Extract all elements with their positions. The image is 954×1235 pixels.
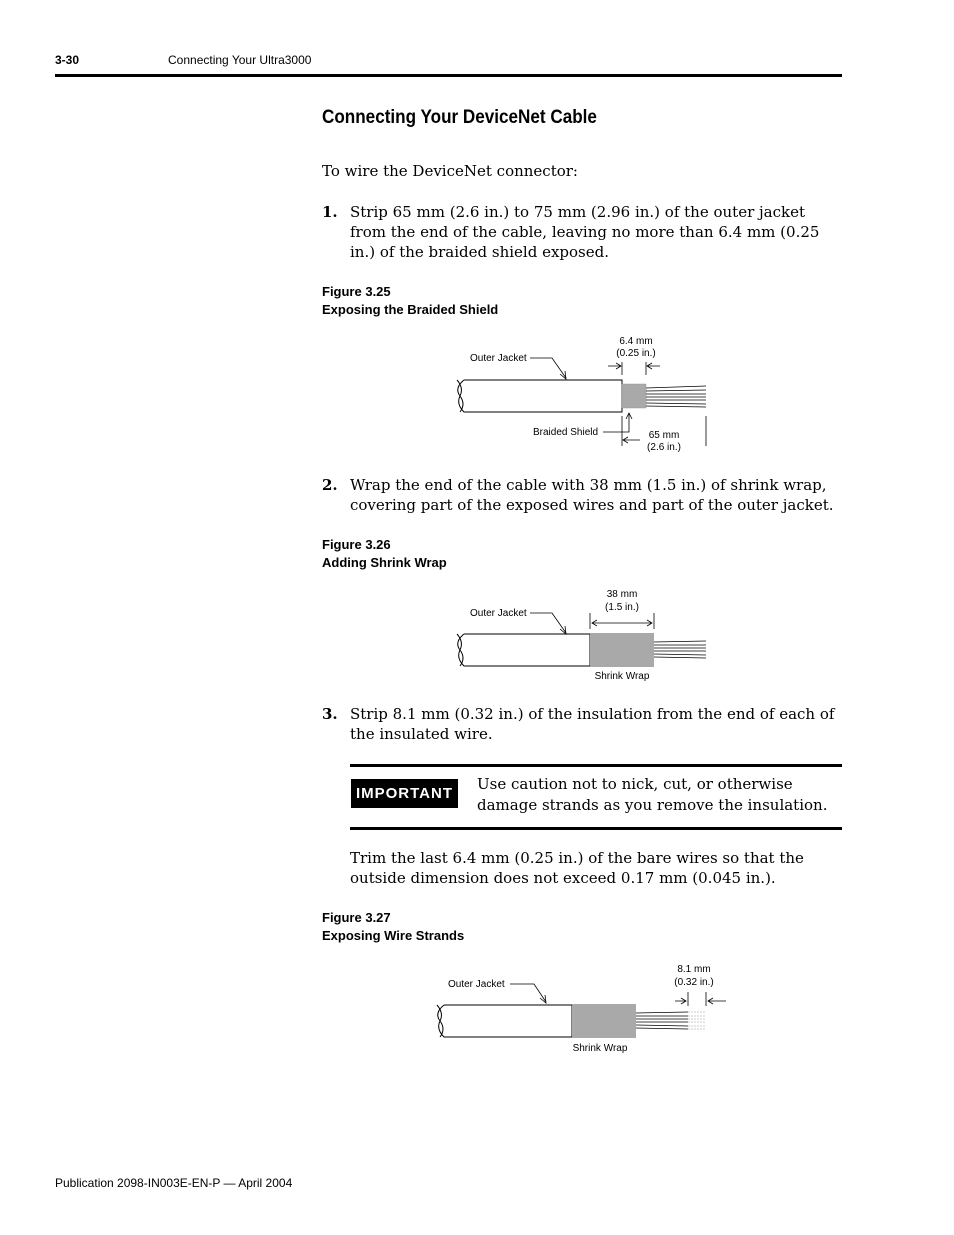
page-number: 3-30 <box>55 53 80 67</box>
figure-caption-3-26 <box>322 536 447 572</box>
important-top-rule <box>350 764 842 767</box>
wire-strands <box>646 386 706 407</box>
figure-number: Figure 3.25 <box>322 284 391 299</box>
figure-caption-3-27 <box>322 909 464 945</box>
step-number: 3. <box>322 705 338 723</box>
step-text: Strip 65 mm (2.6 in.) to 75 mm (2.96 in.) of the outer jacket from the end of the cable, leaving no more than 6.4 mm (0.25 in.) of the braided shield exposed. <box>350 203 820 261</box>
cable-outer-jacket <box>437 1005 572 1037</box>
bare-strand-ends <box>688 1012 706 1029</box>
figure-wire-strands <box>420 958 740 1058</box>
chapter-title: Connecting Your Ultra3000 <box>168 53 312 67</box>
dim-label: 38 mm <box>606 589 638 600</box>
dim-label: (1.5 in.) <box>605 602 639 613</box>
outer-jacket-label: Outer Jacket <box>470 608 527 619</box>
publication-footer: Publication 2098-IN003E-EN-P — April 2004 <box>55 1176 293 1190</box>
figure-title: Exposing the Braided Shield <box>322 302 499 317</box>
step-number: 1. <box>322 203 338 221</box>
dim-label: (0.25 in.) <box>616 348 656 359</box>
shrink-wrap-label: Shrink Wrap <box>572 1043 628 1054</box>
header-rule <box>55 74 842 77</box>
dim-label: (0.32 in.) <box>674 977 714 988</box>
figure-number: Figure 3.26 <box>322 537 391 552</box>
step-text: Strip 8.1 mm (0.32 in.) of the insulation from the end of each of the insulated wire. <box>350 705 835 743</box>
outer-jacket-label: Outer Jacket <box>470 353 527 364</box>
step-3 <box>322 704 842 744</box>
important-bottom-rule <box>350 827 842 830</box>
dim-label: 65 mm <box>648 430 680 441</box>
figure-shrink-wrap <box>440 585 730 685</box>
important-badge: IMPORTANT <box>351 779 458 808</box>
figure-number: Figure 3.27 <box>322 910 391 925</box>
cable-outer-jacket <box>457 634 590 666</box>
shrink-wrap <box>590 633 654 667</box>
section-title: Connecting Your DeviceNet Cable <box>322 107 597 128</box>
outer-jacket-label: Outer Jacket <box>448 979 505 990</box>
step-text: Wrap the end of the cable with 38 mm (1.5 in.) of shrink wrap, covering part of the exposed wires and part of the outer jacket. <box>350 476 834 514</box>
dim-label: 8.1 mm <box>677 964 711 975</box>
figure-braided-shield <box>440 330 730 455</box>
step-number: 2. <box>322 476 338 494</box>
intro-text: To wire the DeviceNet connector: <box>322 162 578 180</box>
braided-shield-label: Braided Shield <box>533 427 599 438</box>
wire-strands <box>654 641 706 658</box>
step-2 <box>322 475 842 515</box>
important-text: Use caution not to nick, cut, or otherwise damage strands as you remove the insulation. <box>477 775 828 814</box>
shrink-wrap-label: Shrink Wrap <box>594 671 650 682</box>
trim-text: Trim the last 6.4 mm (0.25 in.) of the bare wires so that the outside dimension does not exceed 0.17 mm (0.045 in.). <box>350 849 804 887</box>
figure-title: Exposing Wire Strands <box>322 928 465 943</box>
cable-outer-jacket <box>457 380 622 412</box>
dim-label: (2.6 in.) <box>647 442 681 453</box>
shrink-wrap <box>572 1004 636 1038</box>
braided-shield <box>622 384 646 408</box>
figure-title: Adding Shrink Wrap <box>322 555 447 570</box>
wire-strands <box>636 1012 688 1029</box>
figure-caption-3-25 <box>322 283 498 319</box>
dim-label: 6.4 mm <box>619 336 653 347</box>
step-1 <box>322 202 842 262</box>
